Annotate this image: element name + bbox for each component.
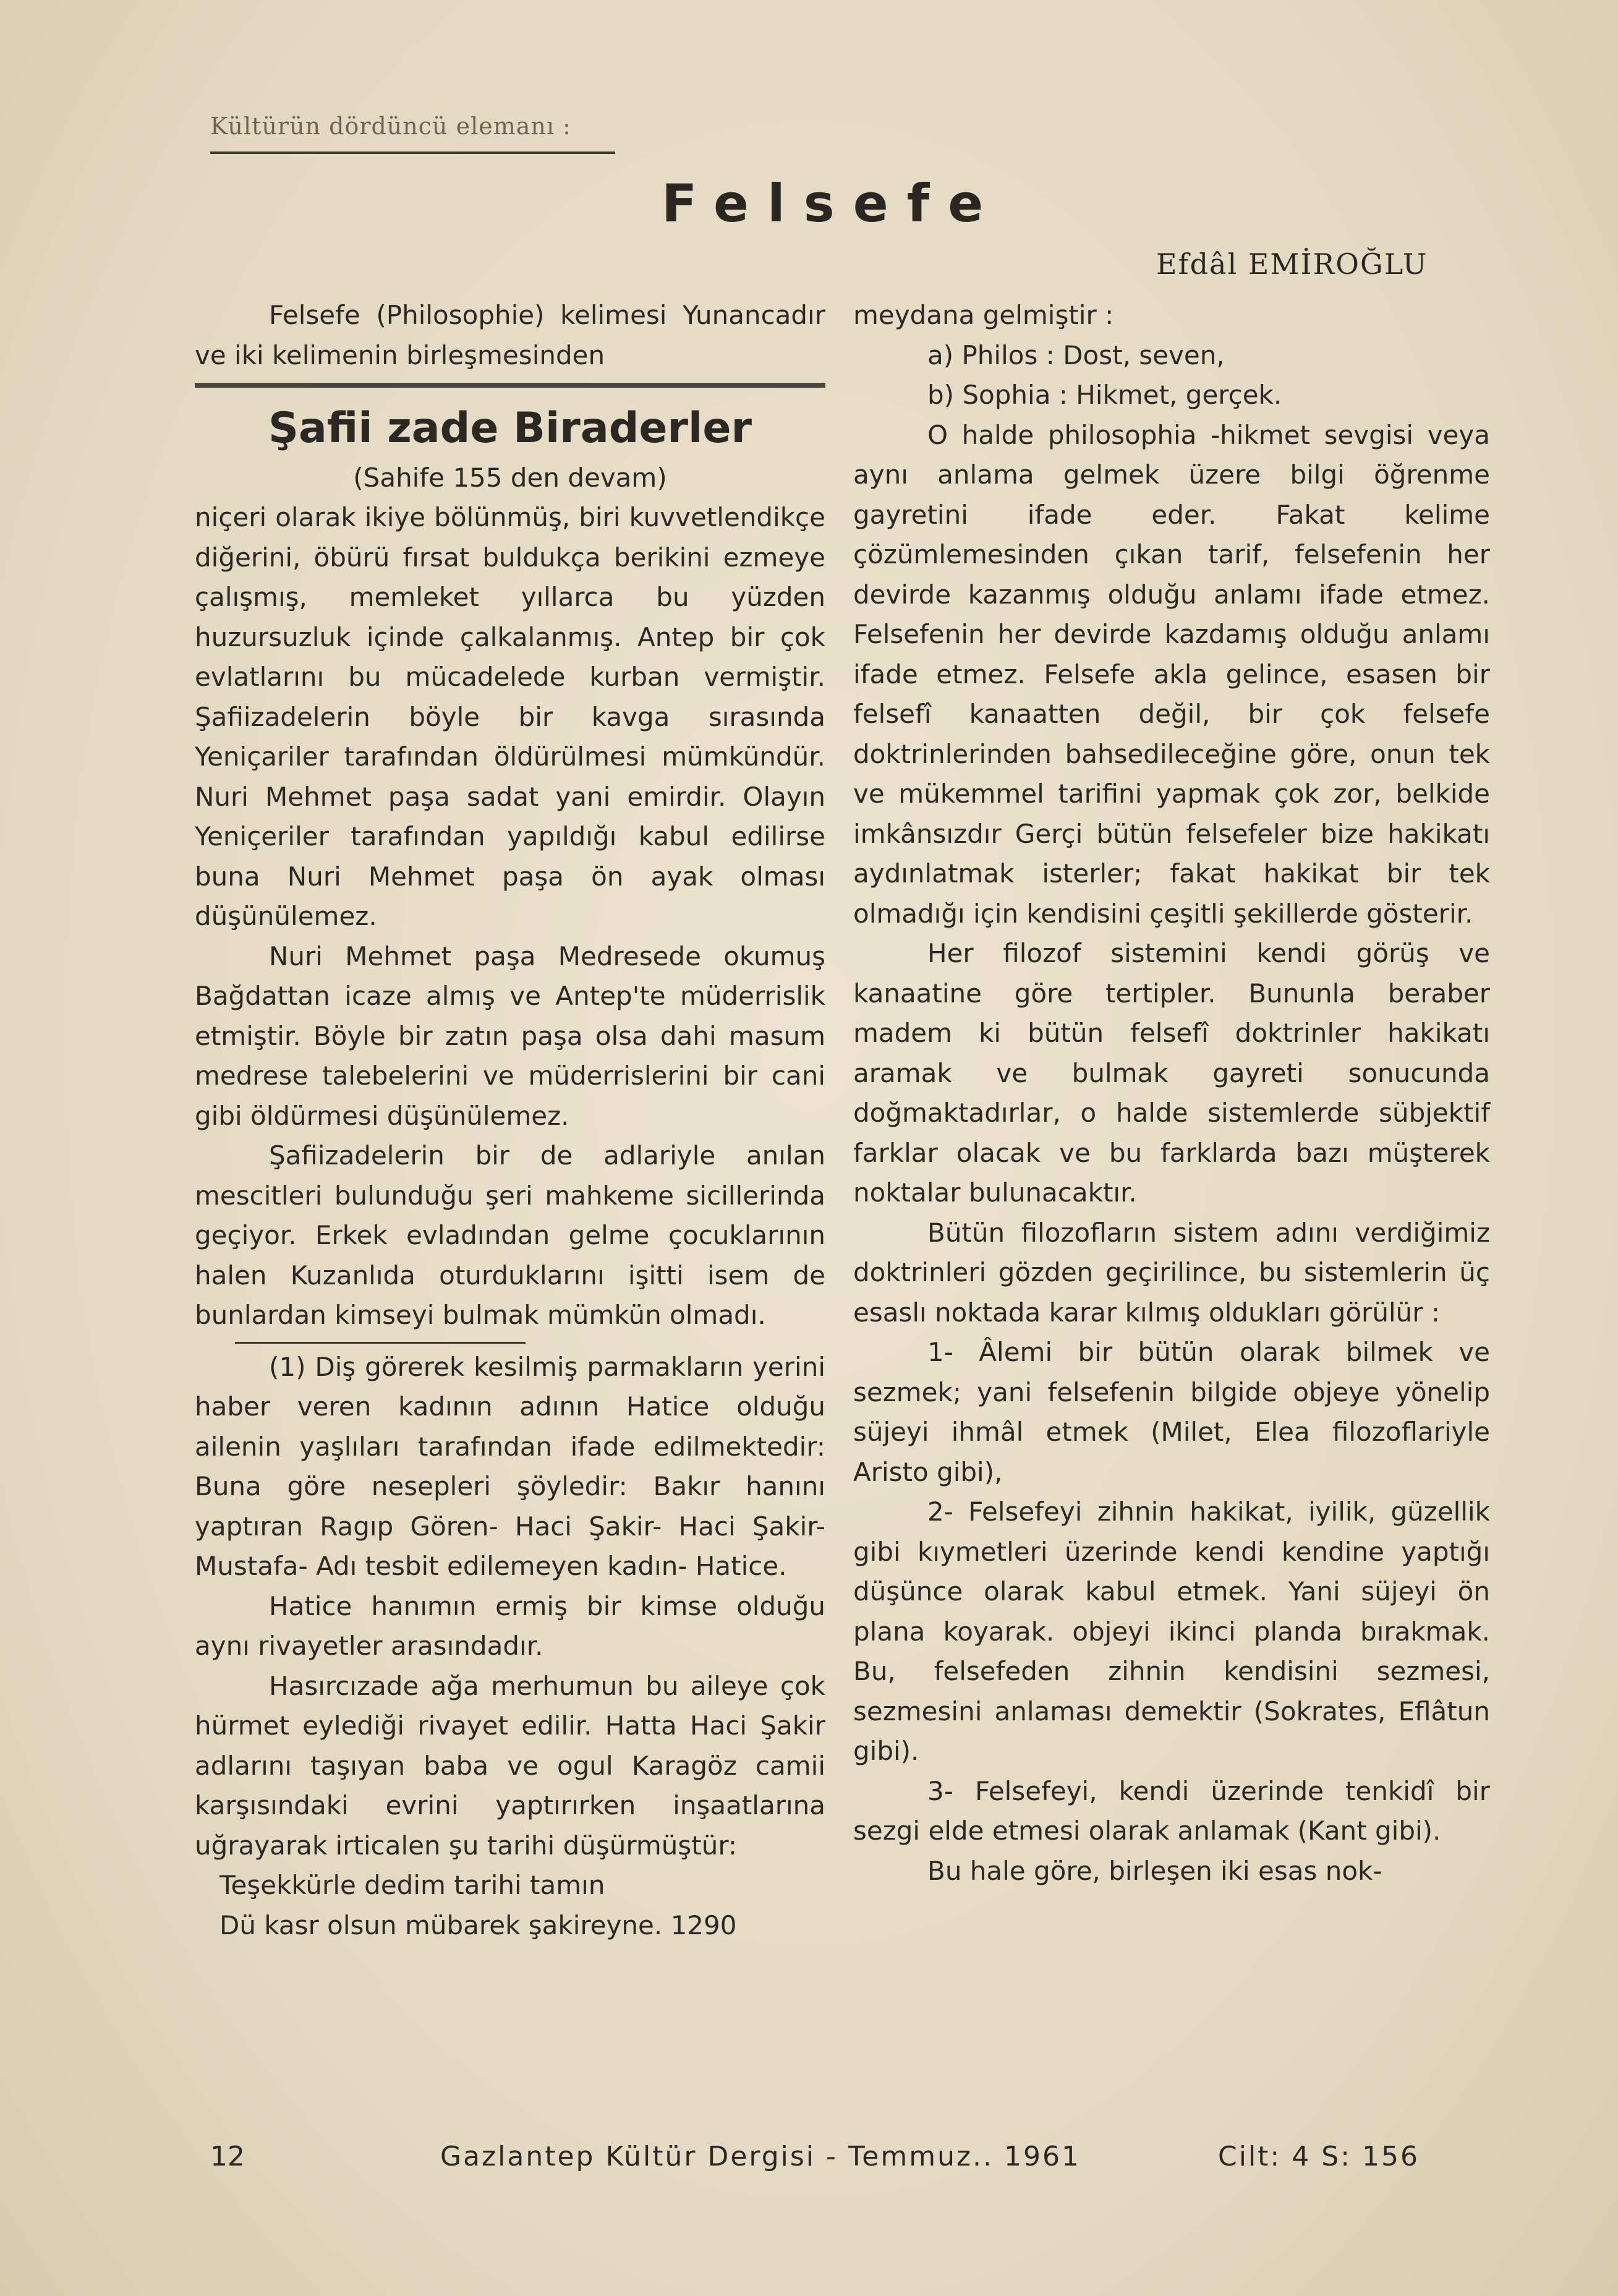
footnote: Hatice hanımın ermiş bir kimse olduğu aynı rivayetler arasındadır.	[195, 1590, 825, 1661]
author-name: Efdâl EMİROĞLU	[1156, 247, 1428, 281]
body-paragraph: Şafiizadelerin bir de adlariyle anılan mescitleri bulunduğu şeri mahkeme sicillerinda geçiyor. Erkek evladından gelme çocuklarının halen Kuzanlıda oturduklarını işitti isem de bunlardan kimseyi bulmak mümkün olmadı.	[195, 1140, 825, 1330]
article-title: Felsefe	[662, 173, 1002, 234]
body-paragraph: Nuri Mehmet paşa Medresede okumuş Bağdattan icaze almış ve Antep'te müderrislik etmiştir. Böyle bir zatın paşa olsa dahi masum medrese talebelerini ve müderrislerini bir cani gibi öldürmesi düşünülemez.	[195, 941, 825, 1131]
running-head: Kültürün dördüncü elemanı :	[210, 113, 571, 140]
list-item: 2- Felsefeyi zihnin hakikat, iyilik, güzellik gibi kıymetleri üzerinde kendi kendine yaptığı düşünce olarak kabul etmek. Yani süjeyi ön plana koyarak. objeyi ikinci planda bırakmak. Bu, felsefeden zihnin kendisini sezmesi, sezmesini anlaması demektir (Sokrates, Eflâtun gibi).	[853, 1496, 1490, 1766]
body-paragraph: Her filozof sistemini kendi görüş ve kanaatine göre tertipler. Bununla beraber madem ki bütün felsefî doktrinler hakikatı aramak ve bulmak gayreti sonucunda doğmaktadırlar, o halde sistemlerde sübjektif farklar olacak ve bu farklarda bazı müşterek noktalar bulunacaktır.	[853, 938, 1490, 1208]
section-divider	[195, 383, 825, 388]
right-column	[853, 296, 1490, 1891]
page-number: 12	[210, 2141, 245, 2172]
footnote: (1) Diş görerek kesilmiş parmakların yerini haber veren kadının adının Hatice olduğu ailenin yaşlıları tarafından ifade edilmektedir: Buna göre nesepleri şöyledir: Bakır hanını yaptıran Ragıp Gören- Haci Şakir- Haci Şakir- Mustafa- Adı tesbit edilemeyen kadın- Hatice.	[195, 1351, 825, 1581]
running-head-rule	[210, 152, 615, 154]
body-paragraph: O halde philosophia -hikmet sevgisi veya aynı anlama gelmek üzere bilgi öğrenme gayretini ifade eder. Fakat kelime çözümlemesinden çıkan tarif, felsefenin her devirde kazanmış olduğu anlamı ifade etmez. Felsefenin her devirde kazdamış olduğu anlamı ifade etmez. Felsefe akla gelince, esasen bir felsefî kanaatten değil, bir çok felsefe doktrinlerinden bahsedileceğine göre, onun tek ve mükemmel tarifini yapmak çok zor, belkide imkânsızdır Gerçi bütün felsefeler bize hakikatı aydınlatmak isterler; fakat hakikat bir tek olmadığı için kendisini çeşitli şekillerde gösterir.	[853, 419, 1490, 929]
section-heading: Şafii zade Biraderler	[268, 404, 752, 453]
definition-item: a) Philos : Dost, seven,	[927, 339, 1225, 370]
intro-continuation: meydana gelmiştir :	[853, 300, 1114, 330]
body-paragraph: Bu hale göre, birleşen iki esas nok-	[927, 1855, 1382, 1886]
left-column	[195, 296, 825, 1945]
body-paragraph: Bütün filozofların sistem adını verdiğimiz doktrinleri gözden geçirilince, bu sistemlerin üç esaslı noktada karar kılmış oldukları görülür :	[853, 1217, 1490, 1328]
volume-issue: Cilt: 4 S: 156	[1218, 2141, 1420, 2172]
verse-line: Dü kasr olsun mübarek şakireyne. 1290	[219, 1910, 737, 1940]
continued-note: (Sahife 155 den devam)	[353, 463, 667, 493]
journal-name: Gazlantep Kültür Dergisi - Temmuz.. 1961	[440, 2141, 1081, 2172]
intro-paragraph: Felsefe (Philosophie) kelimesi Yunancadır ve iki kelimenin birleşmesinden	[195, 300, 825, 370]
verse-line: Teşekkürle dedim tarihi tamın	[219, 1870, 605, 1900]
list-item: 1- Âlemi bir bütün olarak bilmek ve sezmek; yani felsefenin bilgide objeye yönelip süjeyi ihmâl etmek (Milet, Elea filozoflariyle Aristo gibi),	[853, 1337, 1490, 1487]
list-item: 3- Felsefeyi, kendi üzerinde tenkidî bir sezgi elde etmesi olarak anlamak (Kant gibi).	[853, 1775, 1490, 1846]
body-paragraph: niçeri olarak ikiye bölünmüş, biri kuvvetlendikçe diğerini, öbürü fırsat buldukça berikini ezmeye çalışmış, memleket yıllarca bu yüzden huzursuzluk içinde çalkalanmış. Antep bir çok evlatlarını bu mücadelede kurban vermiştir. Şafiizadelerin böyle bir kavga sırasında Yeniçariler tarafından öldürülmesi mümkündür. Nuri Mehmet paşa sadat yani emirdir. Olayın Yeniçeriler tarafından yapıldığı kabul edilirse buna Nuri Mehmet paşa ön ayak olması düşünülemez.	[195, 502, 825, 931]
definition-item: b) Sophia : Hikmet, gerçek.	[927, 380, 1282, 410]
footnote-rule	[235, 1342, 526, 1344]
footnote: Hasırcızade ağa merhumun bu aileye çok hürmet eylediği rivayet edilir. Hatta Haci Şakir adlarını taşıyan baba ve ogul Karagöz camii karşısındaki evrini yaptırırken inşaatlarına uğrayarak irticalen şu tarihi düşürmüştür:	[195, 1670, 825, 1861]
